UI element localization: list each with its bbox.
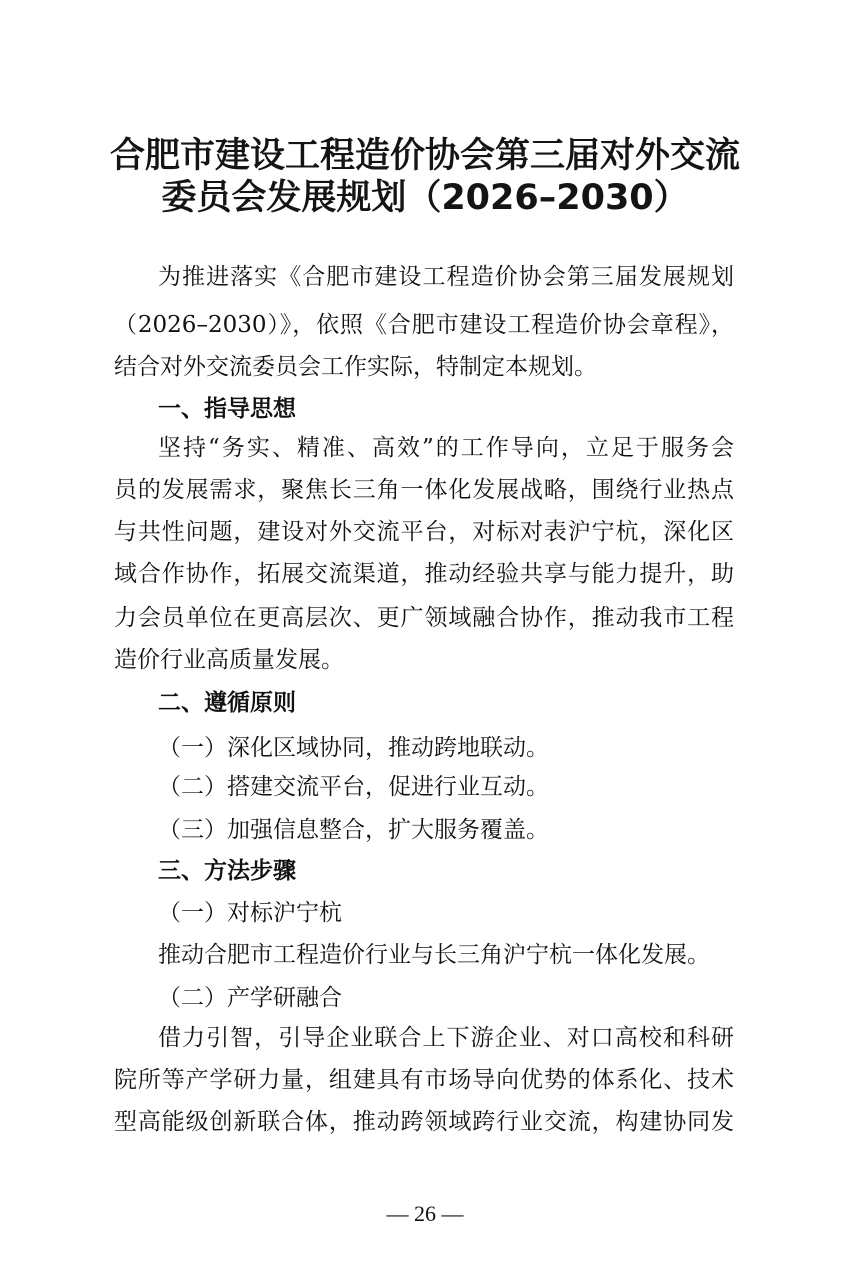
- subsection-2-line: 借力引智，引导企业联合上下游企业、对口高校和科研: [158, 1025, 734, 1051]
- subsection-1-heading: （一）对标沪宁杭: [158, 900, 342, 926]
- section-1-line: 与共性问题，建设对外交流平台，对标对表沪宁杭，深化区: [114, 519, 734, 545]
- section-1-line: 域合作协作，拓展交流渠道，推动经验共享与能力提升，助: [114, 561, 734, 587]
- intro-line-3: 结合对外交流委员会工作实际，特制定本规划。: [114, 354, 597, 380]
- section-1-line: 力会员单位在更高层次、更广领域融合协作，推动我市工程: [114, 605, 734, 631]
- subsection-1-line: 推动合肥市工程造价行业与长三角沪宁杭一体化发展。: [158, 942, 710, 968]
- page-number: — 26 —: [386, 1201, 464, 1226]
- subsection-2-line: 型高能级创新联合体，推动跨领域跨行业交流，构建协同发: [114, 1109, 734, 1135]
- title-line-2: 委员会发展规划（2026–2030）: [161, 178, 689, 218]
- section-1-line: 造价行业高质量发展。: [114, 647, 344, 673]
- subsection-2-line: 院所等产学研力量，组建具有市场导向优势的体系化、技术: [114, 1067, 734, 1093]
- section-1-heading: 一、指导思想: [158, 396, 296, 422]
- section-1-line: 员的发展需求，聚焦长三角一体化发展战略，围绕行业热点: [114, 477, 734, 503]
- intro-line-1: 为推进落实《合肥市建设工程造价协会第三届发展规划: [158, 264, 734, 290]
- section-1-line: 坚持“务实、精准、高效”的工作导向，立足于服务会: [158, 435, 734, 461]
- principle-item: （三）加强信息整合，扩大服务覆盖。: [158, 817, 549, 843]
- section-2-heading: 二、遵循原则: [158, 690, 296, 716]
- subsection-2-heading: （二）产学研融合: [158, 985, 342, 1011]
- section-3-heading: 三、方法步骤: [158, 858, 296, 884]
- title-line-1: 合肥市建设工程造价协会第三届对外交流: [109, 136, 740, 176]
- intro-line-2: （2026–2030）》，依照《合肥市建设工程造价协会章程》，: [114, 312, 734, 338]
- principle-item: （一）深化区域协同，推动跨地联动。: [158, 735, 549, 761]
- principle-item: （二）搭建交流平台，促进行业互动。: [158, 774, 549, 800]
